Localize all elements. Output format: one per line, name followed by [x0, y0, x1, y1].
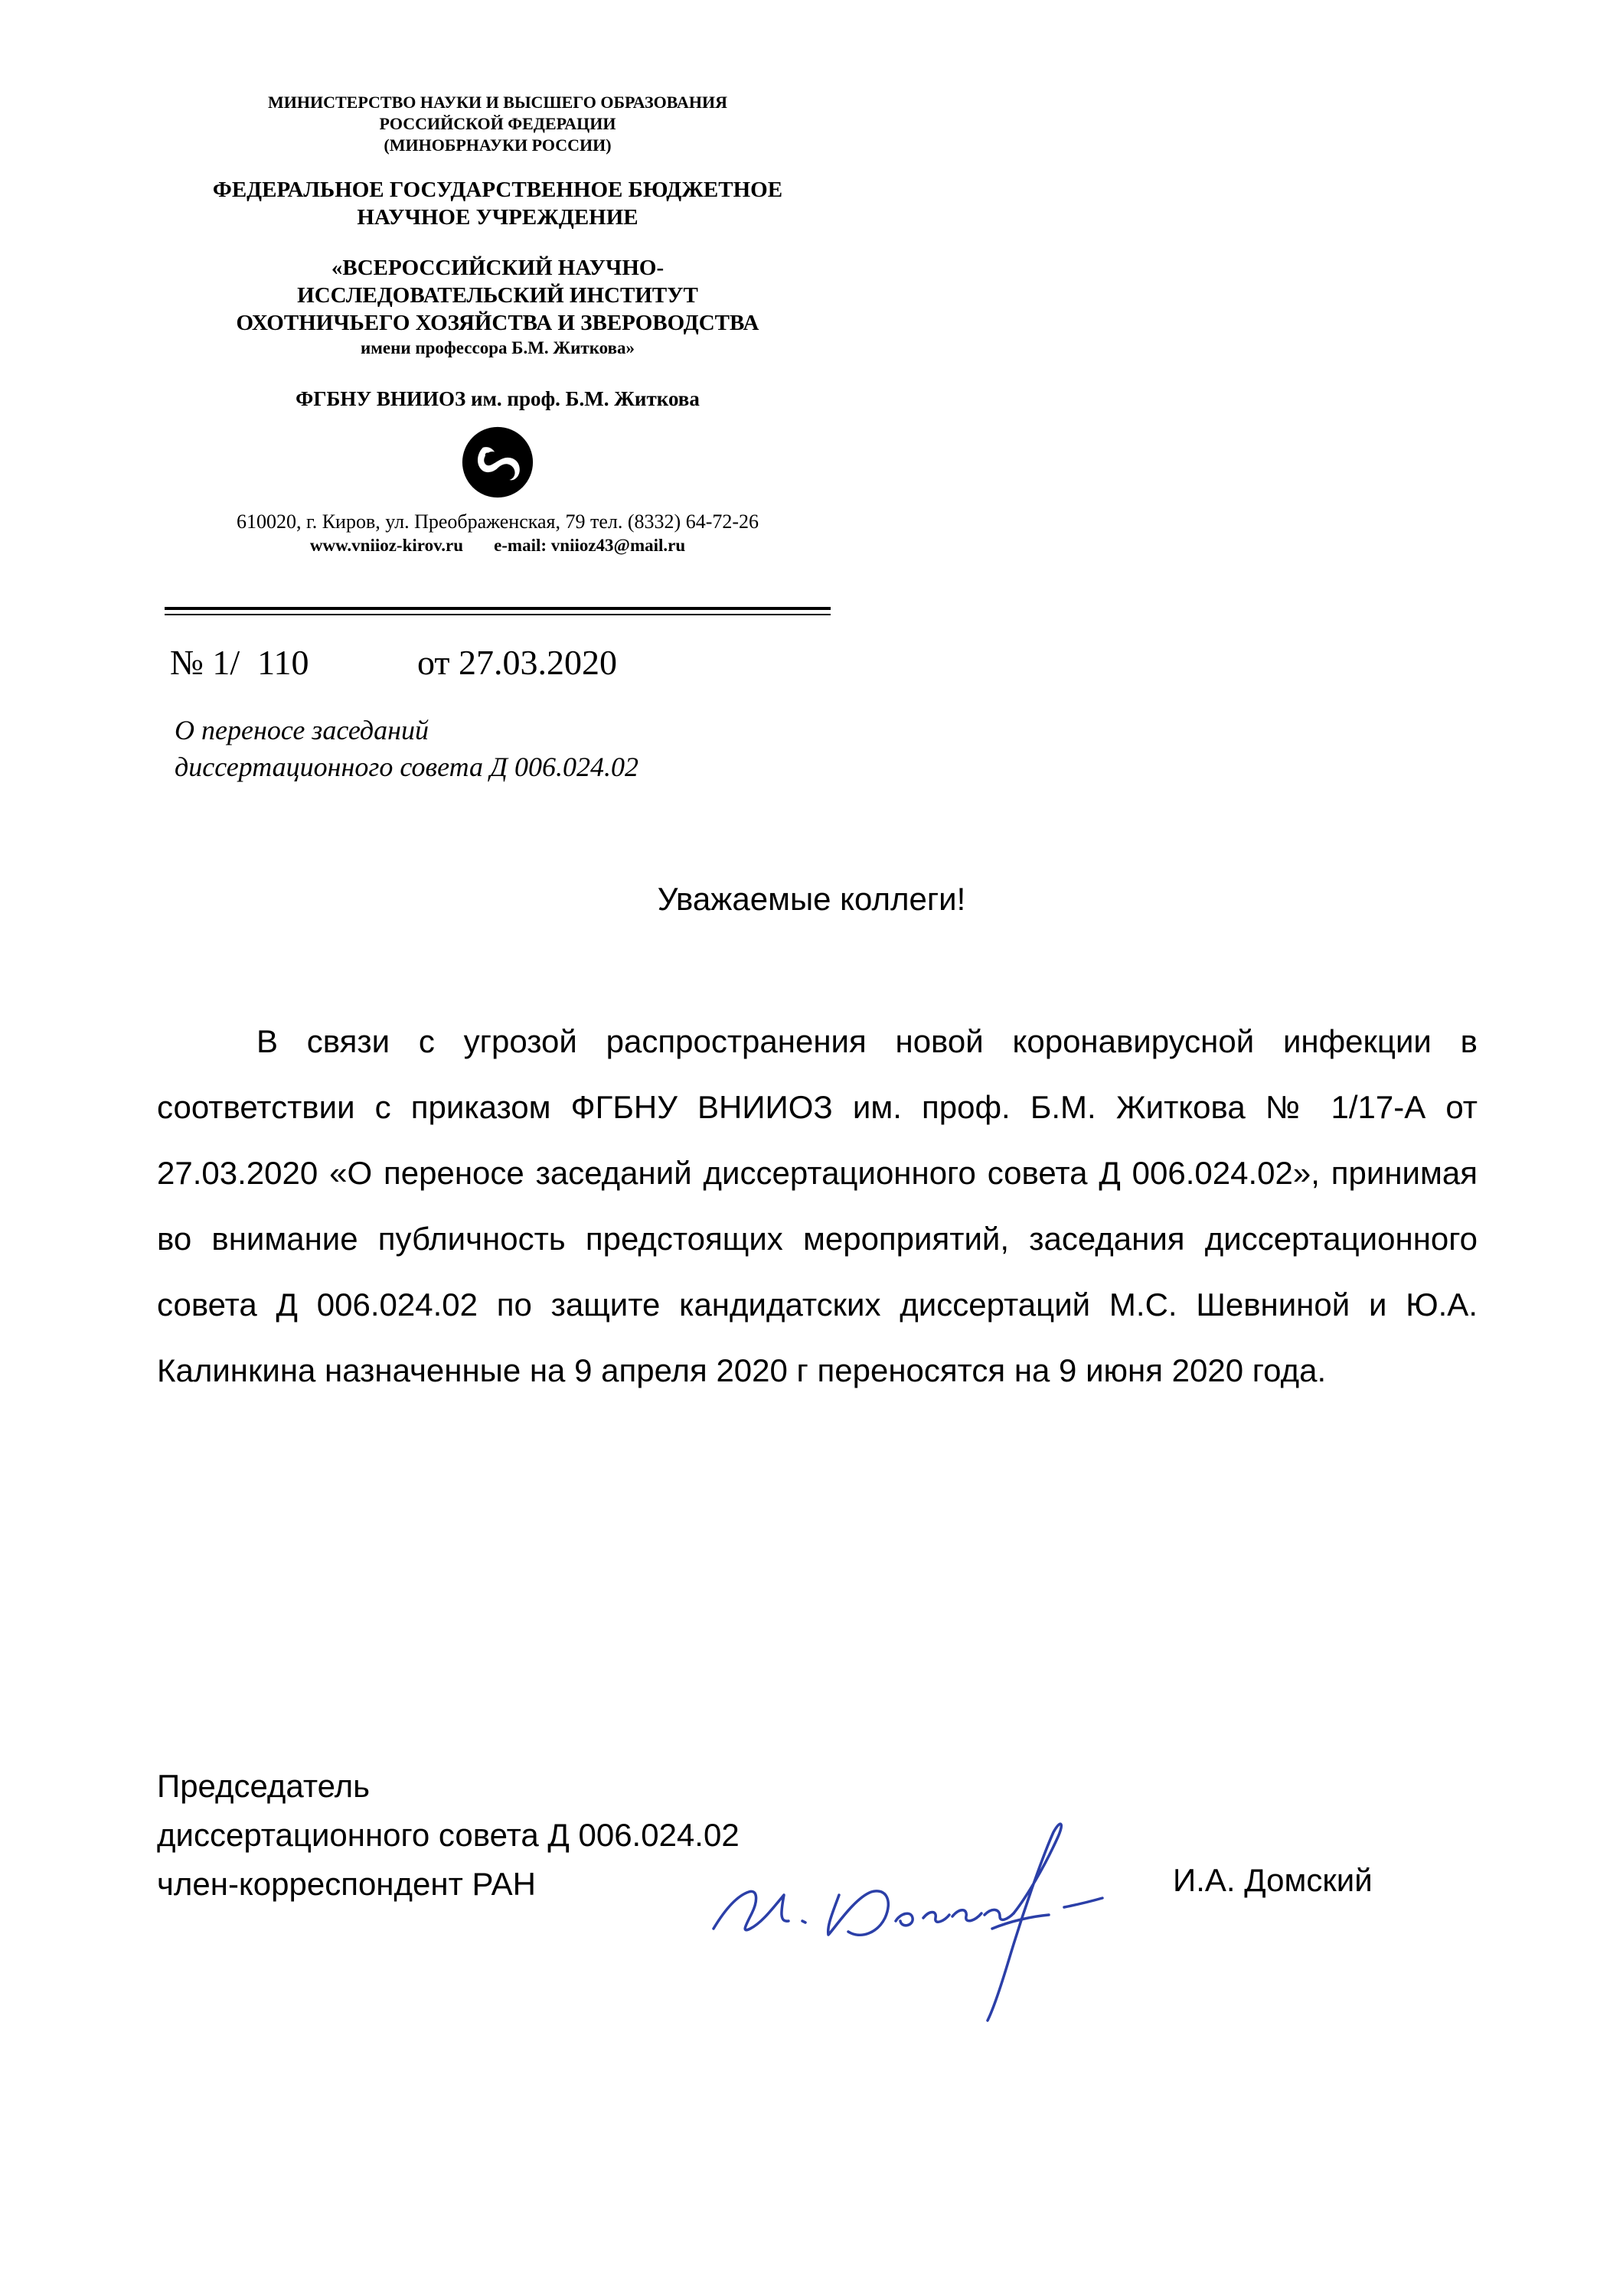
- letter-body: В связи с угрозой распространения новой коронавирусной инфекции в соответствии с приказом ФГБНУ ВНИИОЗ им. проф. Б.М. Житкова № 1/17-А от 27.03.2020 «О переносе заседаний диссертационного совета Д 006.024.02», принимая во внимание публичность предстоящих мероприятий, заседания диссертационного совета Д 006.024.02 по защите кандидатских диссертаций М.С. Шевниной и Ю.А. Калинкина назначенные на 9 апреля 2020 г переносятся на 9 июня 2020 года.: [157, 1023, 1478, 1388]
- signer-title: Председатель диссертационного совета Д 006.024.02 член-корреспондент РАН: [157, 1768, 740, 1902]
- institute-full-name: «ВСЕРОССИЙСКИЙ НАУЧНО- ИССЛЕДОВАТЕЛЬСКИЙ ИНСТИТУТ ОХОТНИЧЬЕГО ХОЗЯЙСТВА И ЗВЕРОВОДСТВА: [236, 256, 759, 335]
- handwritten-signature-icon: [704, 1806, 1164, 2036]
- ministry-name: МИНИСТЕРСТВО НАУКИ И ВЫСШЕГО ОБРАЗОВАНИЯ РОССИЙСКОЙ ФЕДЕРАЦИИ (МИНОБРНАУКИ РОССИИ): [268, 93, 727, 155]
- letterhead-divider-thin: [165, 614, 831, 615]
- letterhead-divider-thick: [165, 607, 831, 610]
- document-date: от 27.03.2020: [417, 643, 617, 682]
- letterhead: [153, 92, 842, 557]
- website: www.vniioz-kirov.ru: [309, 536, 464, 555]
- email: e-mail: vniioz43@mail.ru: [494, 536, 686, 555]
- institute-address: 610020, г. Киров, ул. Преображенская, 79 тел. (8332) 64-72-26: [236, 510, 759, 533]
- institute-short-name: ФГБНУ ВНИИОЗ им. проф. Б.М. Житкова: [296, 387, 700, 410]
- signer-name: И.А. Домский: [1173, 1862, 1373, 1898]
- animal-emblem-icon: [461, 426, 534, 499]
- salutation: Уважаемые коллеги!: [657, 881, 966, 917]
- document-number: № 1/ 110: [170, 643, 309, 682]
- document-subject: О переносе заседаний диссертационного совета Д 006.024.02: [175, 715, 638, 782]
- institute-contacts: [153, 534, 842, 557]
- federal-institution-type: ФЕДЕРАЛЬНОЕ ГОСУДАРСТВЕННОЕ БЮДЖЕТНОЕ НАУЧНОЕ УЧРЕЖДЕНИЕ: [212, 178, 783, 230]
- institute-named-after: имени профессора Б.М. Житкова»: [360, 338, 635, 357]
